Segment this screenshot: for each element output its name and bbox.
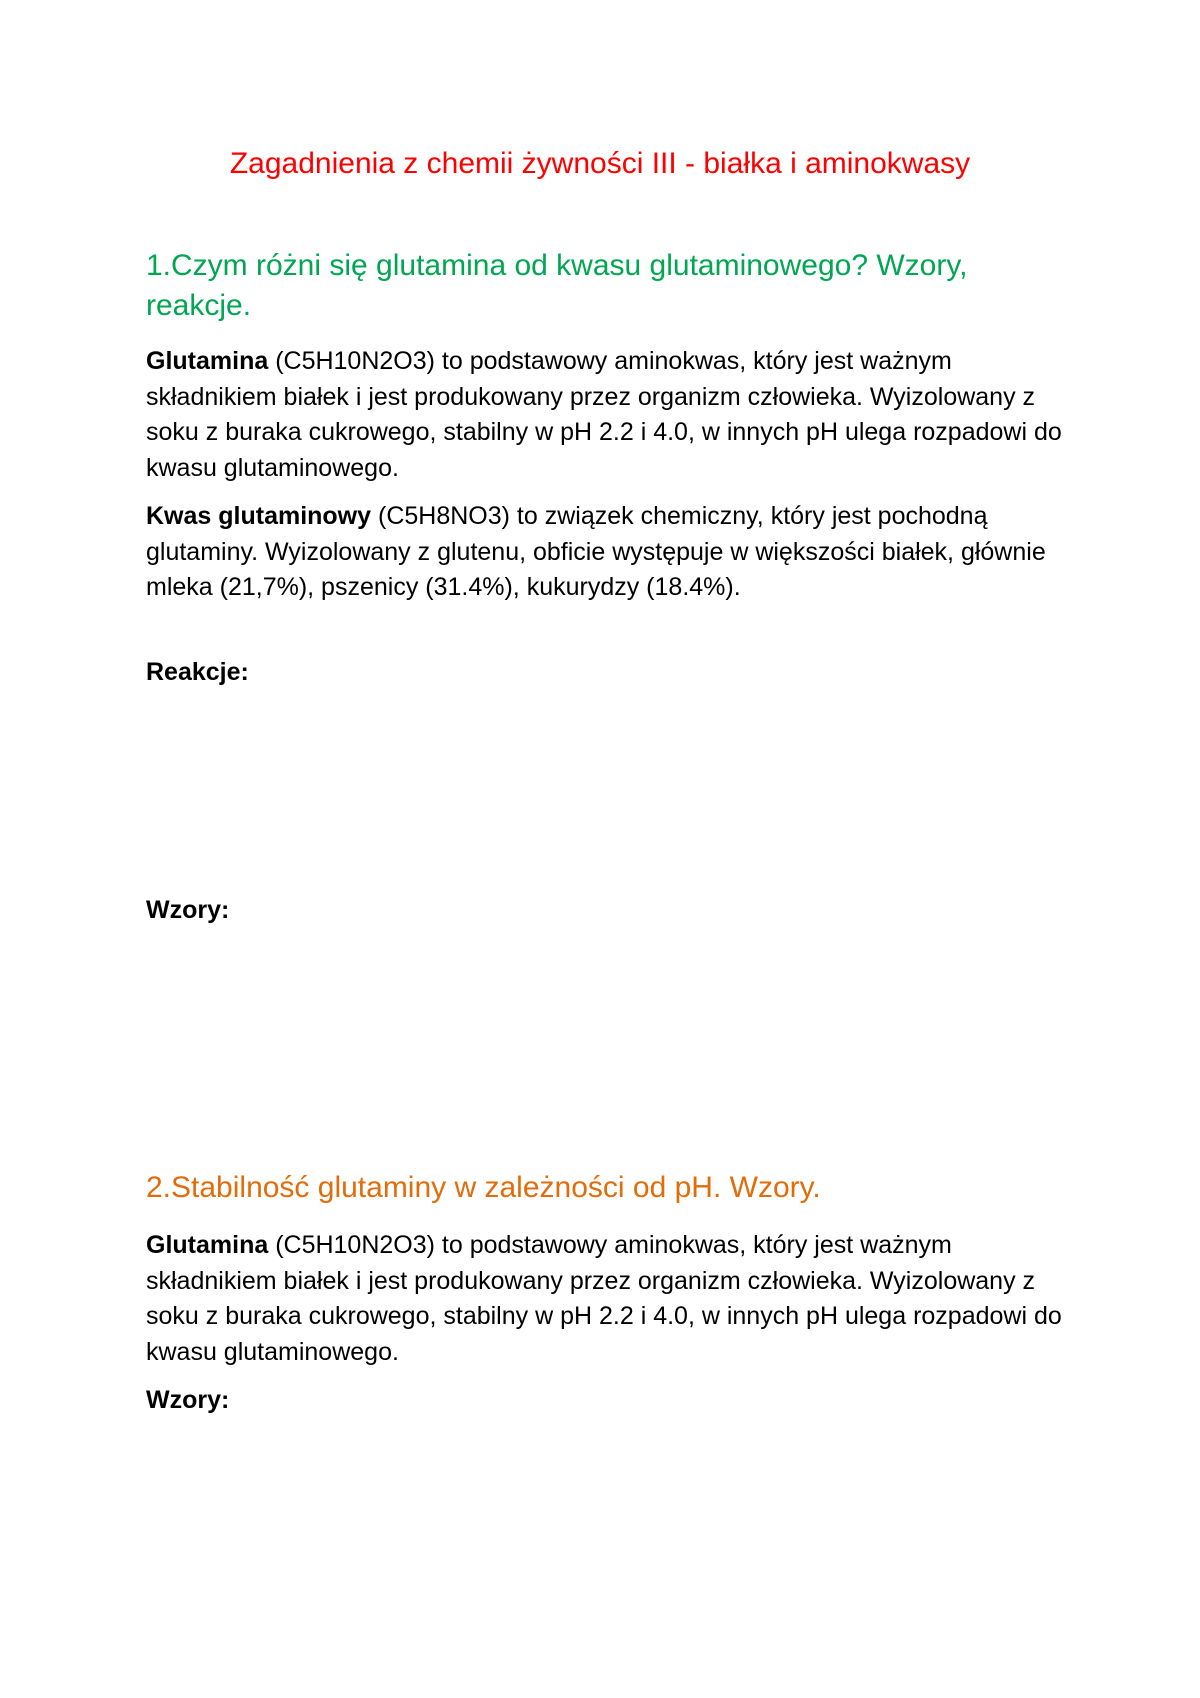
glutamina-paragraph-q2 xyxy=(146,1228,1086,1370)
formulas-label-q2: Wzory: xyxy=(146,1386,230,1414)
question-1-heading-line-2: reakcje. xyxy=(146,289,252,322)
kwas-glutaminowy-description: (C5H8NO3) to związek chemiczny, który jest pochodną glutaminy. Wyizolowany z glutenu, obficie występuje w większości białek, głównie mleka (21,7%), pszenicy (31.4%), kukurydzy (18.4%). xyxy=(146,502,1046,601)
glutamina-term: Glutamina xyxy=(146,347,269,375)
kwas-glutaminowy-paragraph xyxy=(146,499,1086,606)
glutamina-paragraph xyxy=(146,344,1086,486)
formulas-label-q1: Wzory: xyxy=(146,896,230,924)
document-title: Zagadnienia z chemii żywności III - białka i aminokwasy xyxy=(229,147,971,180)
kwas-glutaminowy-term: Kwas glutaminowy xyxy=(146,502,372,530)
glutamina-description: (C5H10N2O3) to podstawowy aminokwas, który jest ważnym składnikiem białek i jest produkowany przez organizm człowieka. Wyizolowany z soku z buraka cukrowego, stabilny w pH 2.2 i 4.0, w innych pH ulega rozpadowi do kwasu glutaminowego. xyxy=(146,347,1062,482)
glutamina-description-q2: (C5H10N2O3) to podstawowy aminokwas, który jest ważnym składnikiem białek i jest produkowany przez organizm człowieka. Wyizolowany z soku z buraka cukrowego, stabilny w pH 2.2 i 4.0, w innych pH ulega rozpadowi do kwasu glutaminowego. xyxy=(146,1231,1062,1366)
glutamina-term-q2: Glutamina xyxy=(146,1231,269,1259)
reactions-label: Reakcje: xyxy=(146,658,249,686)
question-1-heading-line-1: 1.Czym różni się glutamina od kwasu glutaminowego? Wzory, xyxy=(146,249,968,282)
question-2-heading: 2.Stabilność glutaminy w zależności od pH. Wzory. xyxy=(146,1171,821,1204)
question-1-heading xyxy=(146,246,1066,326)
